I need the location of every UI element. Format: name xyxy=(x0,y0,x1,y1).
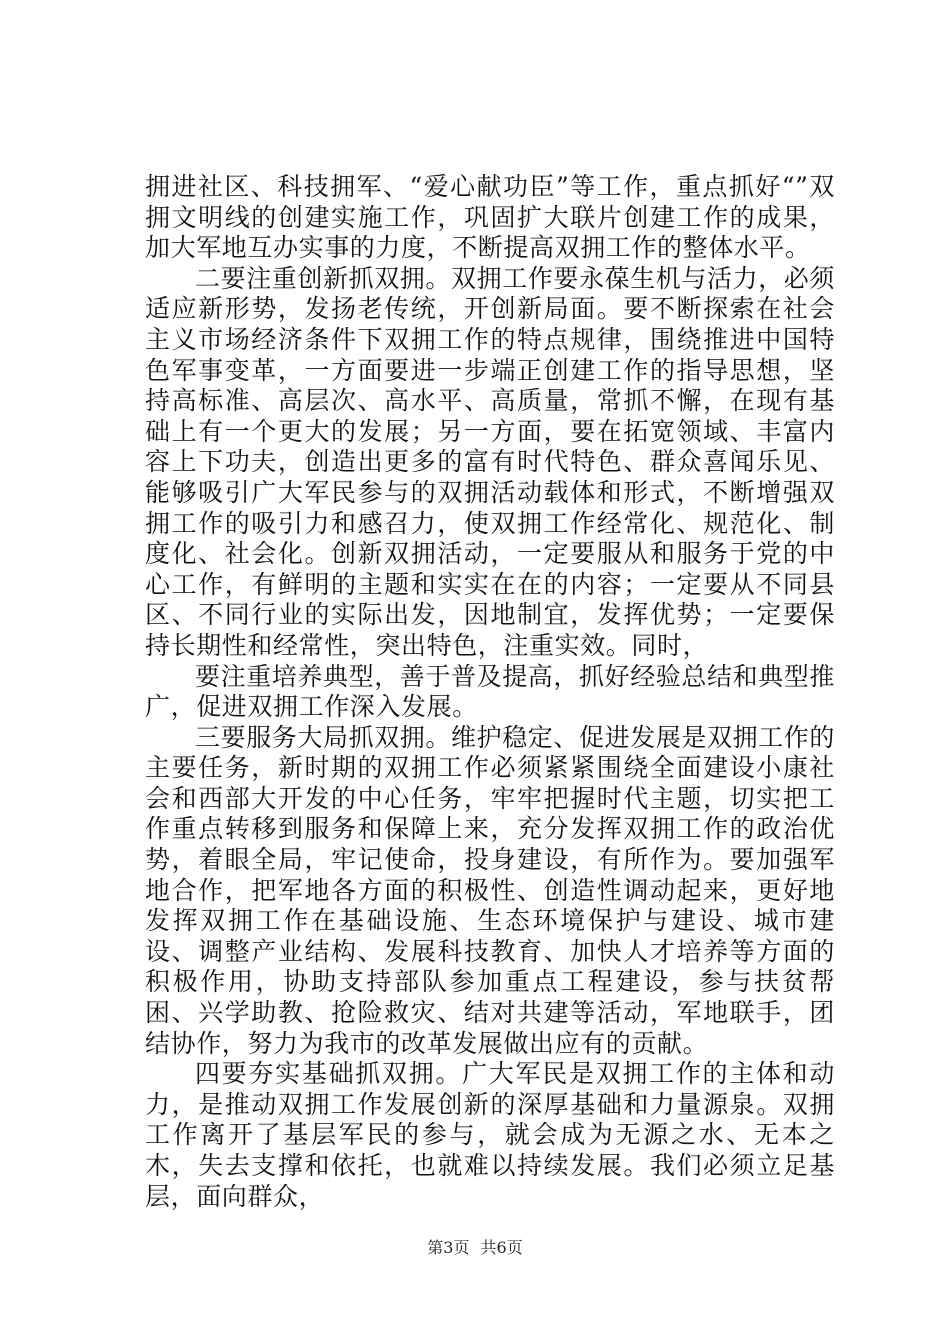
page-number: 第3页 xyxy=(427,1238,470,1257)
page-total: 共6页 xyxy=(480,1238,523,1257)
document-body xyxy=(145,172,835,1212)
paragraph-2: 二要注重创新抓双拥。双拥工作要永葆生机与活力，必须适应新形势，发扬老传统，开创新局面。要不断探索在社会主义市场经济条件下双拥工作的特点规律，围绕推进中国特色军事变革，一方面要进一步端正创建工作的指导思想，坚持高标准、高层次、高水平、高质量，常抓不懈，在现有基础上有一个更大的发展；另一方面，要在拓宽领域、丰富内容上下功夫，创造出更多的富有时代特色、群众喜闻乐见、能够吸引广大军民参与的双拥活动载体和形式，不断增强双拥工作的吸引力和感召力，使双拥工作经常化、规范化、制度化、社会化。创新双拥活动，一定要服从和服务于党的中心工作，有鲜明的主题和实实在在的内容；一定要从不同县区、不同行业的实际出发，因地制宜，发挥优势；一定要保持长期性和经常性，突出特色，注重实效。同时， xyxy=(145,263,836,660)
paragraph-3: 要注重培养典型，善于普及提高，抓好经验总结和典型推广，促进双拥工作深入发展。 xyxy=(145,661,836,722)
paragraph-1: 拥进社区、科技拥军、“爱心献功臣”等工作，重点抓好“”双拥文明线的创建实施工作，巩固扩大联片创建工作的成果，加大军地互办实事的力度，不断提高双拥工作的整体水平。 xyxy=(145,172,835,263)
paragraph-5: 四要夯实基础抓双拥。广大军民是双拥工作的主体和动力，是推动双拥工作发展创新的深厚基础和力量源泉。双拥工作离开了基层军民的参与，就会成为无源之水、无本之木，失去支撑和依托，也就难以持续发展。我们必须立足基层，面向群众， xyxy=(145,1059,835,1211)
paragraph-4: 三要服务大局抓双拥。维护稳定、促进发展是双拥工作的主要任务，新时期的双拥工作必须紧紧围绕全面建设小康社会和西部大开发的中心任务，牢牢把握时代主题，切实把工作重点转移到服务和保障上来，充分发挥双拥工作的政治优势，着眼全局，牢记使命，投身建设，有所作为。要加强军地合作，把军地各方面的积极性、创造性调动起来，更好地发挥双拥工作在基础设施、生态环境保护与建设、城市建设、调整产业结构、发展科技教育、加快人才培养等方面的积极作用，协助支持部队参加重点工程建设，参与扶贫帮困、兴学助教、抢险救灾、结对共建等活动，军地联手，团结协作，努力为我市的改革发展做出应有的贡献。 xyxy=(145,722,836,1058)
page-footer xyxy=(0,1238,950,1258)
